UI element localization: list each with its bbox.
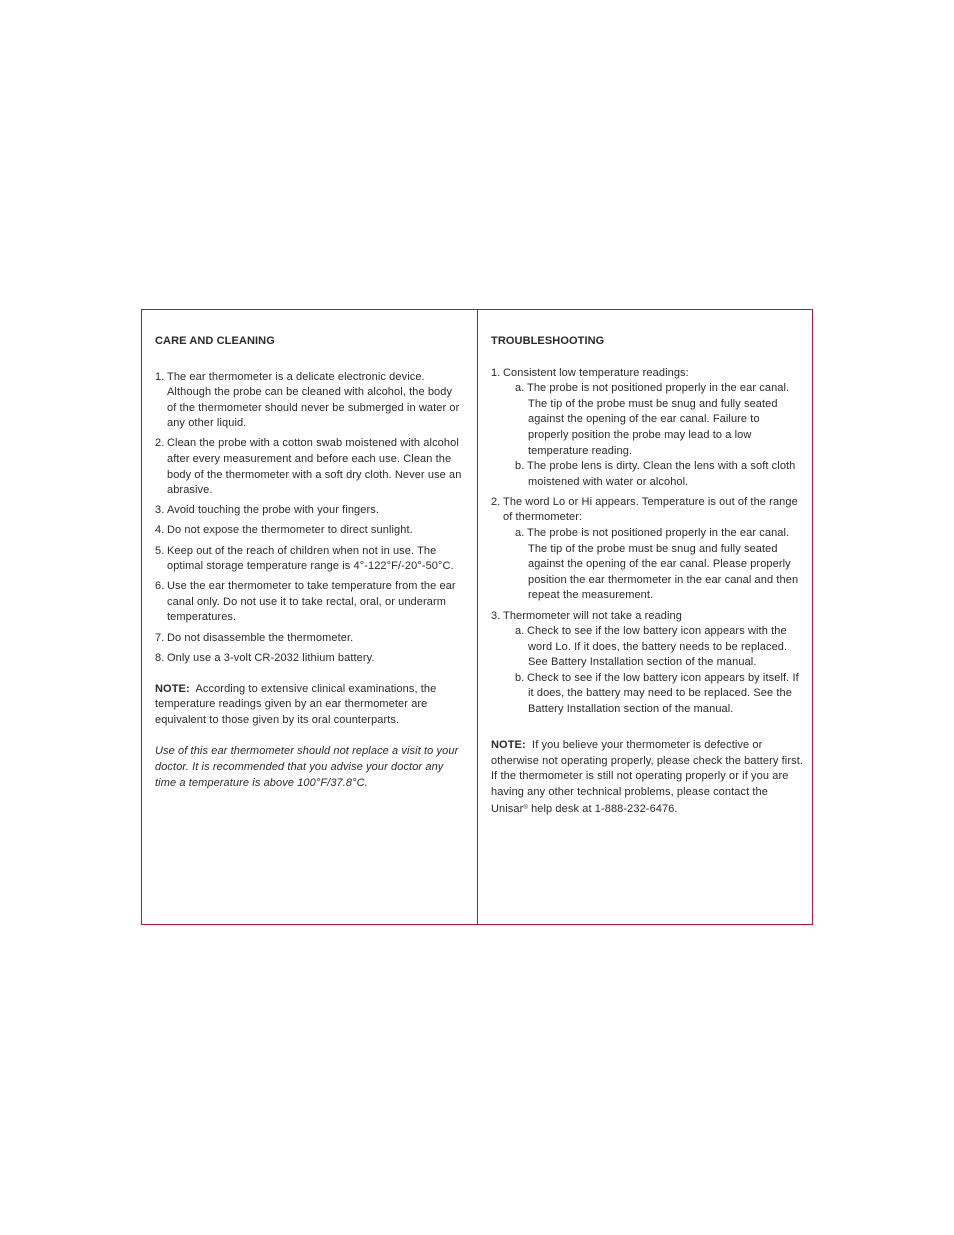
sub-item: b. Check to see if the low battery icon appears by itself. If it does, the battery may need to be replaced. See the Battery Installation section of the manual.: [515, 671, 799, 716]
column-divider: [477, 309, 478, 925]
care-list: [155, 370, 463, 667]
list-item: 5. Keep out of the reach of children when not in use. The optimal storage temperature range is 4°-122°F/-20°-50°C.: [155, 544, 454, 573]
list-item: 2. Clean the probe with a cotton swab moistened with alcohol after every measurement and before each use. Clean the body of the thermometer with a soft dry cloth. Never use an abrasive.: [155, 437, 462, 497]
sub-item: b. The probe lens is dirty. Clean the lens with a soft cloth moistened with water or alcohol.: [515, 460, 796, 488]
sub-item: a. The probe is not positioned properly in the ear canal. The tip of the probe must be snug and fully seated against the opening of the ear canal. Failure to properly position the probe may lead to a low temperature reading.: [515, 382, 790, 457]
note-paragraph: [155, 682, 463, 729]
note-tail: help desk at 1-888-232-6476.: [527, 802, 678, 815]
sub-list: [503, 526, 803, 604]
list-item: 1. The ear thermometer is a delicate electronic device. Although the probe can be cleaned with alcohol, the body of the thermometer should never be submerged in water or any other liquid.: [155, 370, 460, 430]
sub-list: [503, 381, 803, 490]
doctor-advisory: Use of this ear thermometer should not replace a visit to your doctor. It is recommended that you advise your doctor any time a temperature is above 100°F/37.8°C.: [155, 745, 459, 789]
note-text: If you believe your thermometer is defective or otherwise not operating properly, please check the battery first. If the thermometer is still not operating properly or if you are having any other technical problems, please contact the Unisar: [491, 739, 804, 815]
sub-list: [503, 624, 803, 718]
list-item: 1. Consistent low temperature readings: a. The probe is not positioned properly in the ear canal. The tip of the probe must be snug and fully seated against the opening of the ear canal. Failure to properly position the probe may lead to a low temperature reading. b. The probe lens is dirty. Clean the lens with a soft cloth moistened with water or alcohol.: [491, 366, 803, 491]
section-heading: CARE AND CLEANING: [155, 335, 275, 347]
list-item: 8. Only use a 3-volt CR-2032 lithium battery.: [155, 651, 375, 664]
list-item: 7. Do not disassemble the thermometer.: [155, 631, 354, 644]
list-item: 6. Use the ear thermometer to take temperature from the ear canal only. Do not use it to take rectal, oral, or underarm temperatures.: [155, 580, 456, 624]
list-item: 3. Thermometer will not take a reading a. Check to see if the low battery icon appears with the word Lo. If it does, the battery needs to be replaced. See Battery Installation section of the manual. b. Check to see if the low battery icon appears by itself. If it does, the battery may need to be replaced. See the Battery Installation section of the manual.: [491, 609, 803, 718]
list-item: 4. Do not expose the thermometer to direct sunlight.: [155, 524, 413, 537]
list-item: 2. The word Lo or Hi appears. Temperature is out of the range of thermometer: a. The probe is not positioned properly in the ear canal. The tip of the probe must be snug and fully seated against the opening of the ear canal. Please properly position the ear thermometer in the ear canal and then repeat the measurement.: [491, 495, 803, 604]
care-and-cleaning-section: [155, 334, 463, 791]
note-label: NOTE:: [155, 682, 190, 695]
section-heading: TROUBLESHOOTING: [491, 335, 605, 347]
registered-mark: ®: [523, 804, 528, 811]
troubleshooting-section: [491, 334, 803, 817]
sub-item: a. Check to see if the low battery icon appears with the word Lo. If it does, the battery needs to be replaced. See Battery Installation section of the manual.: [515, 625, 788, 669]
note-label: NOTE:: [491, 739, 526, 752]
note-text: According to extensive clinical examinations, the temperature readings given by an ear thermometer are equivalent to those given by its oral counterparts.: [155, 682, 437, 726]
troubleshooting-list: [491, 366, 803, 718]
list-item: 3. Avoid touching the probe with your fingers.: [155, 504, 379, 517]
sub-item: a. The probe is not positioned properly in the ear canal. The tip of the probe must be snug and fully seated against the opening of the ear canal. Please properly position the ear thermometer in the ear canal and then repeat the measurement.: [515, 527, 799, 602]
note-paragraph: [491, 738, 803, 817]
